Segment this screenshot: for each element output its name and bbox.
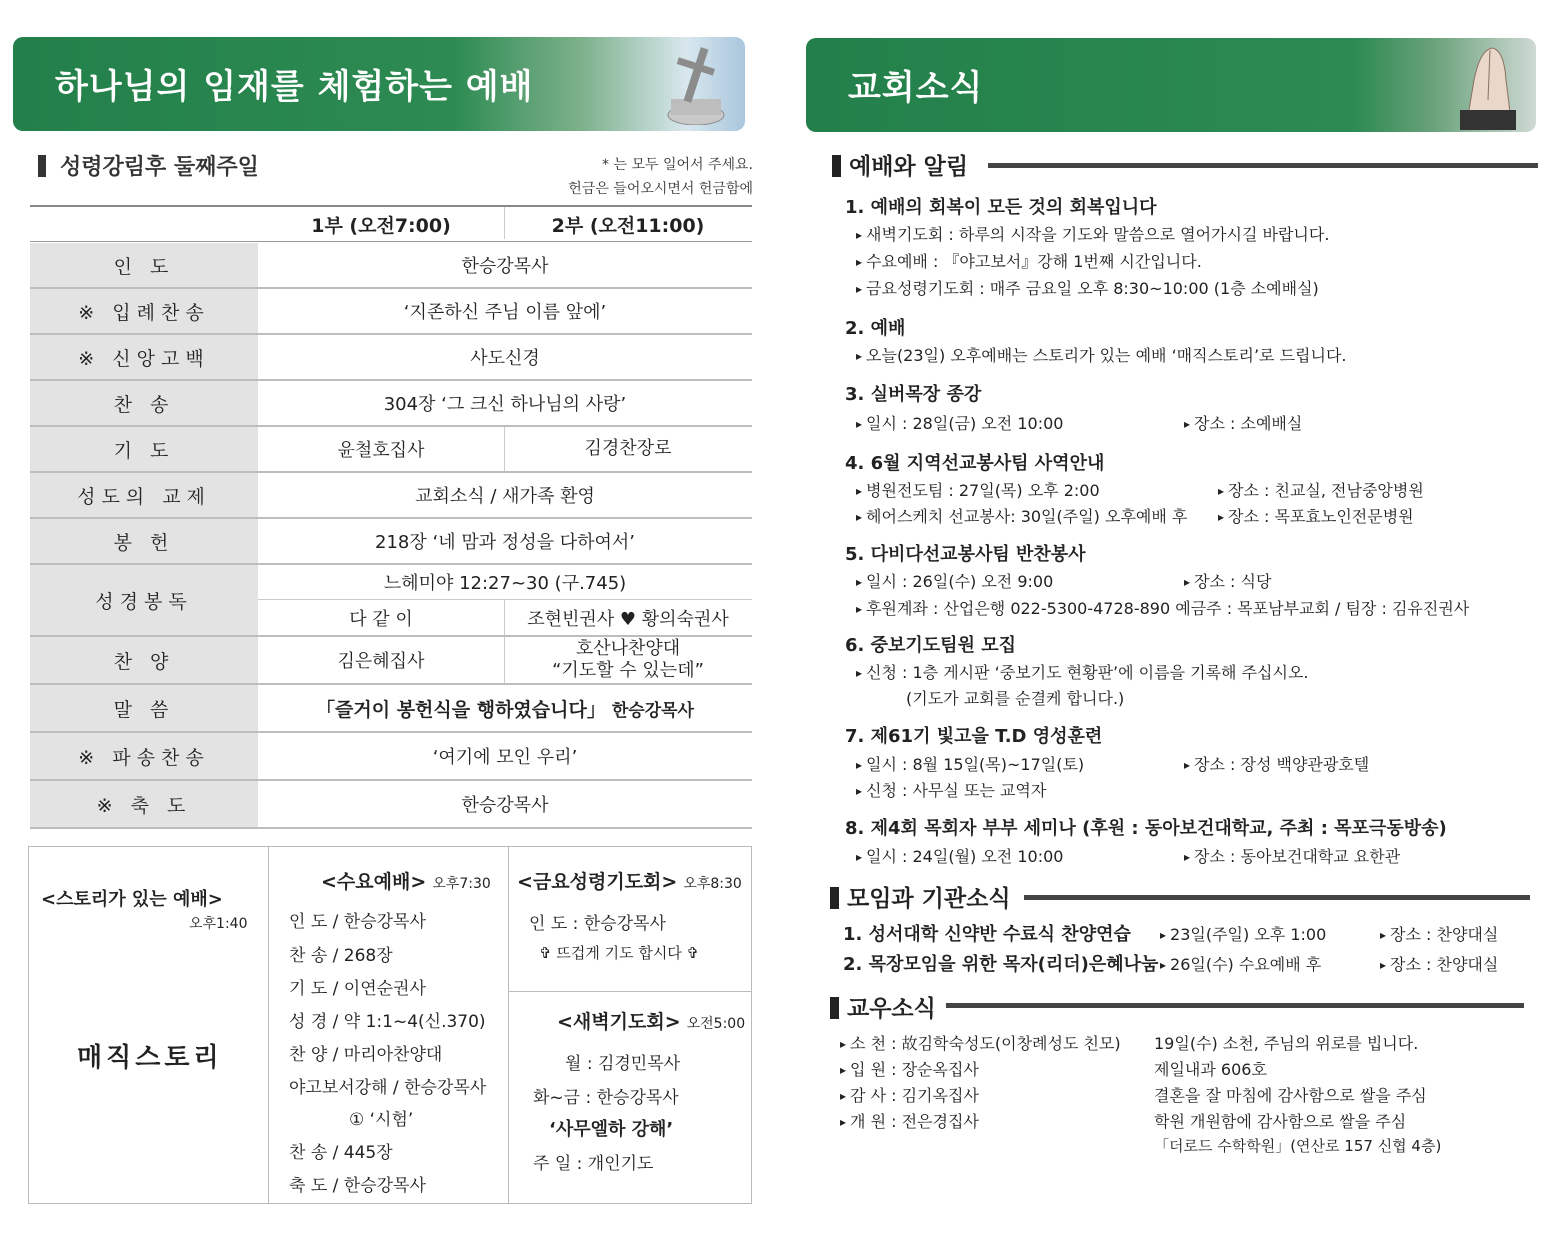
notice-line: ▸ 장소 : 동아보건대학교 요한관 — [1184, 844, 1400, 867]
order-value-service2: 김경찬장로 — [584, 438, 672, 459]
right-banner — [806, 38, 1536, 132]
dawn-title: <새벽기도회> 오전5:00 — [557, 1011, 746, 1033]
group-place: ▸ 장소 : 찬양대실 — [1380, 922, 1498, 945]
wed-line: ① ‘시험’ — [349, 1110, 414, 1130]
group-title: 2. 목장모임을 위한 목자(리더)은혜나눔 — [843, 954, 1159, 975]
order-value: 교회소식 / 새가족 환영 — [415, 486, 595, 507]
order-label: 성도의 교제 — [30, 473, 258, 517]
order-row-sermon — [30, 685, 752, 733]
notice-title: 2. 예배 — [845, 318, 906, 339]
order-value: 한승강목사 — [461, 256, 549, 277]
member-news-detail: 결혼을 잘 마침에 감사함으로 쌀을 주심 — [1154, 1086, 1427, 1105]
dawn-line: 화~금 : 한승강목사 — [533, 1088, 679, 1108]
order-row-hymn — [30, 381, 752, 427]
order-row-anthem — [30, 637, 752, 685]
notice-title: 5. 다비다선교봉사팀 반찬봉사 — [845, 544, 1086, 565]
order-row-scripture — [30, 565, 752, 637]
notice-line: ▸ 장소 : 소예배실 — [1184, 411, 1302, 434]
order-label: 인 도 — [30, 243, 258, 287]
group-title: 1. 성서대학 신약반 수료식 찬양연습 — [843, 924, 1131, 945]
member-news: ▸ 개 원 : 전은경집사 — [840, 1109, 979, 1132]
story-service-title: <스토리가 있는 예배> — [41, 889, 223, 910]
left-banner — [13, 37, 745, 131]
notice-line: ▸ 신청 : 1층 게시판 ‘중보기도 현황판’에 이름을 기록해 주십시오. — [856, 660, 1309, 683]
order-value-service1: 윤철호집사 — [258, 427, 505, 471]
member-news: ▸ 감 사 : 김기옥집사 — [840, 1083, 979, 1106]
notice-title: 4. 6월 지역선교봉사팀 사역안내 — [845, 453, 1105, 474]
notice-line: ▸ 수요예배 : 『야고보서』강해 1번째 시간입니다. — [856, 249, 1202, 272]
offering-note: 헌금은 들어오시면서 헌금함에 — [568, 181, 753, 197]
member-news-detail: 제일내과 606호 — [1154, 1060, 1267, 1079]
order-row-prayer — [30, 427, 752, 473]
order-label: ※ 입례찬송 — [30, 289, 258, 333]
order-row-creed — [30, 335, 752, 381]
wed-line: 찬 양 / 마리아찬양대 — [289, 1045, 443, 1065]
order-value: 한승강목사 — [461, 795, 549, 816]
notice-line: ▸ 장소 : 친교실, 전남중앙병원 — [1218, 478, 1424, 501]
wed-line: 찬 송 / 268장 — [289, 946, 393, 966]
left-banner-title: 하나님의 임재를 체험하는 예배 — [55, 67, 534, 107]
anthem-title: “기도할 수 있는데” — [552, 660, 704, 681]
fri-line: 인 도 : 한승강목사 — [529, 914, 666, 934]
right-banner-title: 교회소식 — [848, 68, 984, 108]
notice-line: ▸ 일시 : 28일(금) 오전 10:00 — [856, 411, 1063, 434]
member-news: ▸ 입 원 : 장순옥집사 — [840, 1057, 979, 1080]
story-service-name: 매직스토리 — [77, 1043, 223, 1073]
order-row-sending-hymn — [30, 733, 752, 781]
order-label: 봉 헌 — [30, 519, 258, 563]
friday-title: <금요성령기도회> 오후8:30 — [517, 871, 742, 893]
sunday-title: 성령강림후 둘째주일 — [38, 150, 259, 181]
wed-line: 찬 송 / 445장 — [289, 1143, 393, 1163]
notice-line: ▸ 일시 : 8월 15일(목)~17일(토) — [856, 752, 1084, 775]
member-news-detail: 19일(수) 소천, 주님의 위로를 빕니다. — [1154, 1034, 1419, 1053]
section-rule — [946, 1003, 1524, 1008]
praying-hands-icon — [1446, 40, 1524, 130]
story-service-time: 오후1:40 — [189, 916, 248, 932]
notice-title: 7. 제61기 빛고을 T.D 영성훈련 — [845, 726, 1103, 747]
group-place: ▸ 장소 : 찬양대실 — [1380, 952, 1498, 975]
member-news-detail: 학원 개원함에 감사함으로 쌀을 주심 — [1154, 1112, 1407, 1131]
section-groups: 모임과 기관소식 — [830, 880, 1011, 913]
order-label: 찬 송 — [30, 381, 258, 425]
order-label: ※ 신앙고백 — [30, 335, 258, 379]
member-news: ▸ 소 천 : 故김학숙성도(이창례성도 친모) — [840, 1031, 1121, 1054]
order-value-service1: 김은혜집사 — [258, 637, 505, 683]
wed-line: 축 도 / 한승강목사 — [289, 1176, 426, 1196]
notice-line: (기도가 교회를 순결케 합니다.) — [906, 689, 1125, 708]
section-worship-notices: 예배와 알림 — [832, 148, 968, 181]
dawn-line: ‘사무엘하 강해’ — [549, 1119, 674, 1140]
notice-line: ▸ 장소 : 식당 — [1184, 569, 1271, 592]
service-schedule-boxes — [28, 846, 752, 1204]
notice-title: 6. 중보기도팀원 모집 — [845, 635, 1016, 656]
cross-icon — [665, 43, 727, 125]
fri-line: ✞ 뜨겁게 기도 합시다 ✞ — [539, 944, 700, 962]
order-row-offering — [30, 519, 752, 565]
notice-title: 8. 제4회 목회자 부부 세미나 (후원 : 동아보건대학교, 주최 : 목포극동방송) — [845, 818, 1447, 839]
standing-note: * 는 모두 일어서 주세요. — [602, 157, 753, 173]
order-value: 사도신경 — [470, 348, 540, 369]
service-1-header: 1부 (오전7:00) — [311, 215, 451, 237]
group-when: ▸ 23일(주일) 오후 1:00 — [1160, 922, 1326, 945]
notice-line: ▸ 장소 : 장성 백양관광호텔 — [1184, 752, 1369, 775]
notice-line: ▸ 헤어스케치 선교봉사: 30일(주일) 오후예배 후 — [856, 504, 1187, 527]
order-label: 성경봉독 — [30, 565, 258, 635]
table-top-rule — [30, 205, 752, 207]
notice-line: ▸ 일시 : 26일(수) 오전 9:00 — [856, 569, 1053, 592]
scripture-reader-1: 다 같 이 — [258, 600, 505, 635]
order-row-entrance-hymn — [30, 289, 752, 335]
choir-name: 호산나찬양대 — [575, 638, 681, 659]
notice-line: ▸ 신청 : 사무실 또는 교역자 — [856, 778, 1046, 801]
order-value — [258, 685, 752, 731]
notice-line: ▸ 장소 : 목포효노인전문병원 — [1218, 504, 1414, 527]
wed-line: 인 도 / 한승강목사 — [289, 912, 426, 932]
order-value-service2 — [504, 637, 752, 683]
service-2-header: 2부 (오전11:00) — [551, 215, 705, 237]
dawn-line: 월 : 김경민목사 — [565, 1054, 681, 1074]
wed-line: 야고보서강해 / 한승강목사 — [289, 1078, 487, 1098]
wed-line: 기 도 / 이연순권사 — [289, 979, 426, 999]
section-rule — [1024, 895, 1530, 900]
order-label: ※ 파송찬송 — [30, 733, 258, 779]
order-label: 말 씀 — [30, 685, 258, 731]
order-label: 찬 양 — [30, 637, 258, 683]
preacher: 한승강목사 — [611, 700, 694, 721]
notice-title: 1. 예배의 회복이 모든 것의 회복입니다 — [845, 197, 1157, 218]
sermon-title: 「즐거이 봉헌식을 행하였습니다」 — [316, 698, 606, 721]
order-value: ‘여기에 모인 우리’ — [432, 747, 578, 768]
notice-line: ▸ 새벽기도회 : 하루의 시작을 기도와 말씀으로 열어가시길 바랍니다. — [856, 222, 1329, 245]
section-members: 교우소식 — [830, 990, 936, 1023]
scripture-reference: 느헤미야 12:27~30 (구.745) — [383, 573, 627, 594]
order-label: 기 도 — [30, 427, 258, 471]
notice-line: ▸ 일시 : 24일(월) 오전 10:00 — [856, 844, 1063, 867]
notice-title: 3. 실버목장 종강 — [845, 384, 982, 405]
order-row-leader — [30, 243, 752, 289]
dawn-line: 주 일 : 개인기도 — [533, 1154, 654, 1174]
scripture-reader-2: 조현빈권사 ♥ 황의숙권사 — [527, 608, 729, 630]
notice-line: ▸ 후원계좌 : 산업은행 022-5300-4728-890 예금주 : 목포남부교회 / 팀장 : 김유진권사 — [856, 596, 1469, 619]
notice-line: ▸ 병원전도팀 : 27일(목) 오후 2:00 — [856, 478, 1100, 501]
notice-line: ▸ 금요성령기도회 : 매주 금요일 오후 8:30~10:00 (1층 소예배실) — [856, 276, 1319, 299]
order-row-fellowship — [30, 473, 752, 519]
wed-line: 성 경 / 약 1:1~4(신.370) — [289, 1012, 486, 1032]
order-value: ‘지존하신 주님 이름 앞에’ — [403, 302, 607, 323]
notice-line: ▸ 오늘(23일) 오후예배는 스토리가 있는 예배 ‘매직스토리’로 드립니다. — [856, 343, 1347, 366]
order-row-benediction — [30, 781, 752, 829]
group-when: ▸ 26일(수) 수요예배 후 — [1160, 952, 1321, 975]
order-value: 304장 ‘그 크신 하나님의 사랑’ — [383, 394, 627, 415]
order-label: ※ 축 도 — [30, 781, 258, 827]
wednesday-title: <수요예배> 오후7:30 — [321, 871, 491, 893]
order-value: 218장 ‘네 맘과 정성을 다하여서’ — [375, 532, 635, 553]
member-news-detail: 「더로드 수학학원」(연산로 157 신협 4층) — [1154, 1137, 1442, 1155]
section-rule — [988, 163, 1538, 168]
